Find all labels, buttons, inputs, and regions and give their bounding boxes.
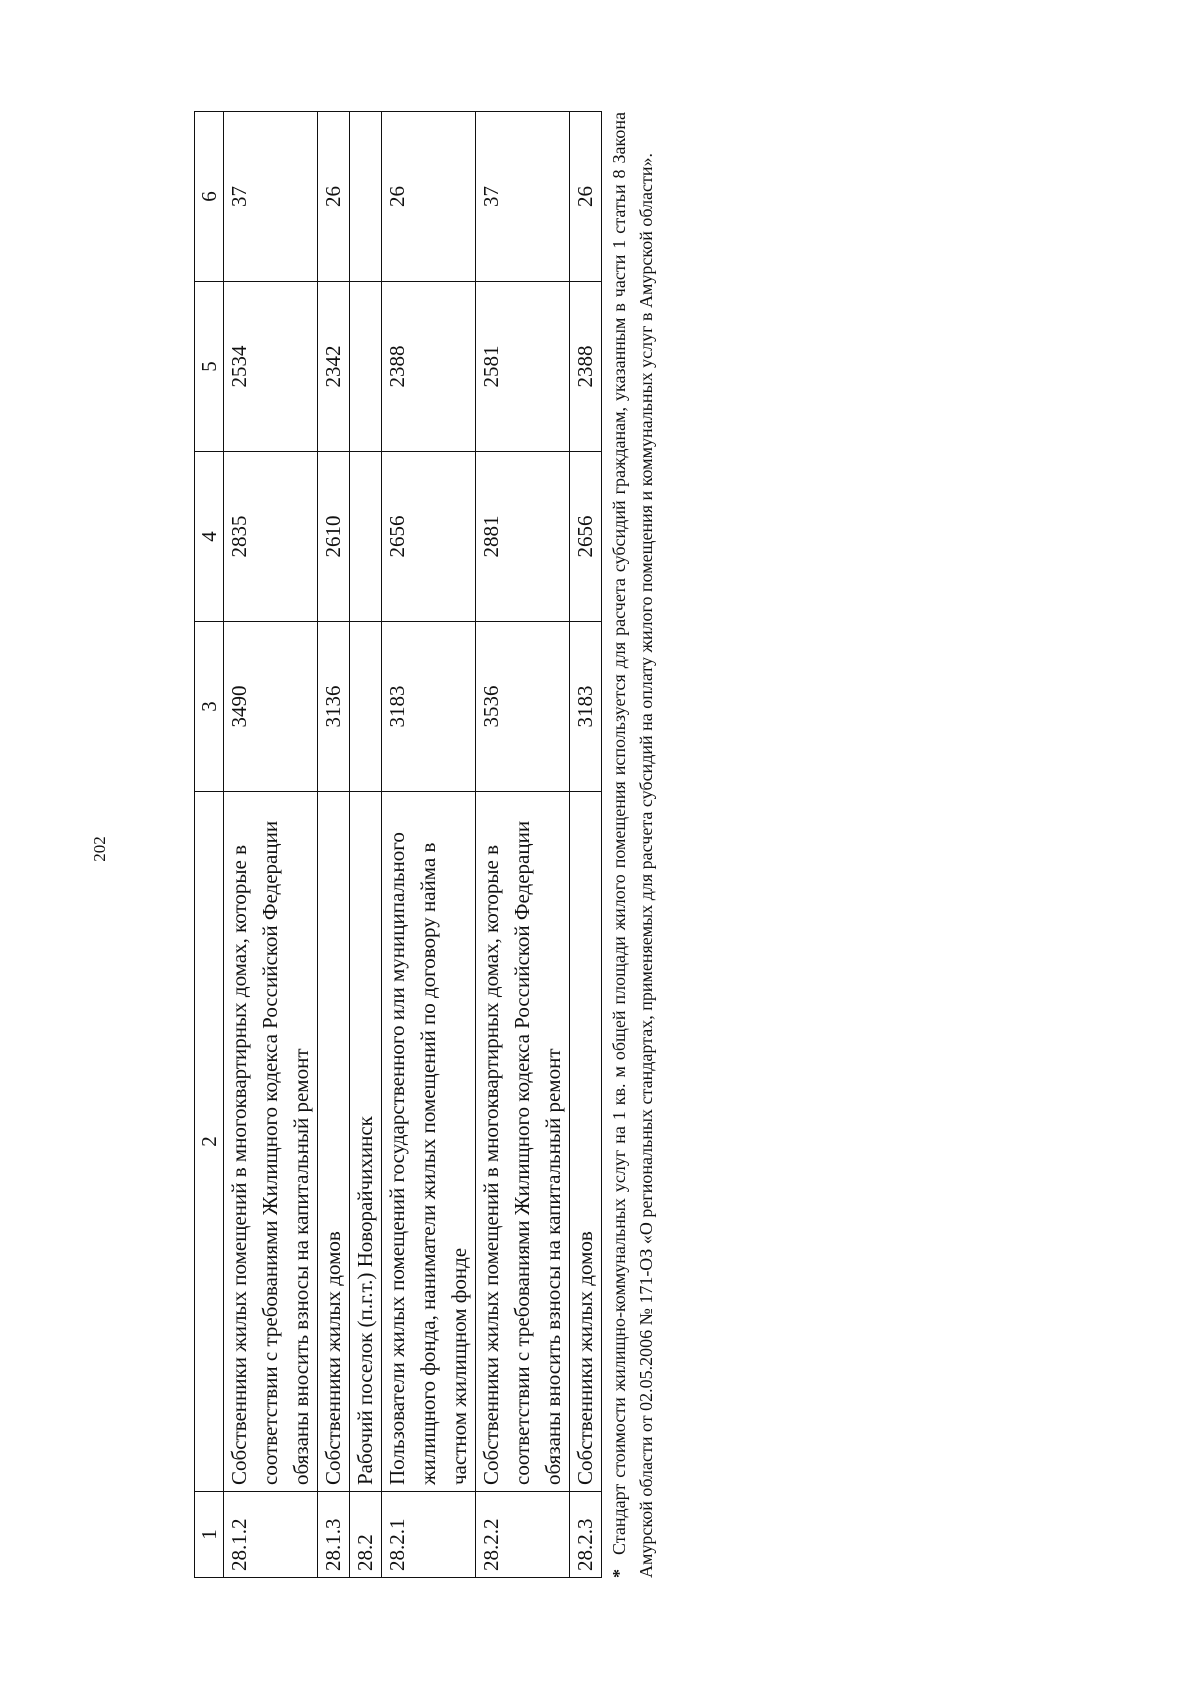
rotated-content <box>194 112 754 1578</box>
row-value-col6: 26 <box>570 112 602 282</box>
row-value-col5 <box>350 282 382 452</box>
column-header: 1 <box>195 1492 224 1578</box>
row-code: 28.2.3 <box>570 1492 602 1578</box>
row-code: 28.2.1 <box>382 1492 476 1578</box>
row-description: Рабочий поселок (п.г.т.) Новорайчихинск <box>350 792 382 1492</box>
column-header: 6 <box>195 112 224 282</box>
row-value-col3: 3183 <box>382 622 476 792</box>
table-row <box>570 112 602 1578</box>
row-value-col3 <box>350 622 382 792</box>
page-number: 202 <box>90 836 109 862</box>
table-row <box>476 112 570 1578</box>
table-row <box>350 112 382 1578</box>
table-row <box>382 112 476 1578</box>
row-value-col5: 2581 <box>476 282 570 452</box>
footnote-text: Стандарт стоимости жилищно-коммунальных услуг на 1 кв. м общей площади жилого помещения используется для расчета субсидий гражданам, указанным в части 1 статьи 8 Закона Амурской области от 02.05.2006 № 171-ОЗ «О региональных стандартах, применяемых для расчета субсидий на оплату жилого помещения и коммунальных услуг в Амурской области». <box>609 112 656 1578</box>
row-code: 28.2.2 <box>476 1492 570 1578</box>
row-value-col6 <box>350 112 382 282</box>
table-row <box>224 112 318 1578</box>
row-description: Собственники жилых домов <box>318 792 350 1492</box>
row-value-col3: 3490 <box>224 622 318 792</box>
row-description: Пользователи жилых помещений государственного или муниципального жилищного фонда, наниматели жилых помещений по договору найма в частном жилищном фонде <box>382 792 476 1492</box>
row-value-col4: 2881 <box>476 452 570 622</box>
column-header: 2 <box>195 792 224 1492</box>
row-description: Собственники жилых помещений в многоквартирных домах, которые в соответствии с требованиями Жилищного кодекса Российской Федерации обязаны вносить взносы на капитальный ремонт <box>224 792 318 1492</box>
row-value-col6: 37 <box>476 112 570 282</box>
row-value-col4: 2835 <box>224 452 318 622</box>
row-value-col4: 2610 <box>318 452 350 622</box>
column-header: 5 <box>195 282 224 452</box>
table-row <box>318 112 350 1578</box>
row-value-col4: 2656 <box>382 452 476 622</box>
row-value-col5: 2342 <box>318 282 350 452</box>
row-code: 28.1.3 <box>318 1492 350 1578</box>
column-header: 3 <box>195 622 224 792</box>
row-value-col3: 3183 <box>570 622 602 792</box>
row-value-col5: 2388 <box>570 282 602 452</box>
row-value-col4: 2656 <box>570 452 602 622</box>
row-value-col3: 3536 <box>476 622 570 792</box>
row-description: Собственники жилых помещений в многоквартирных домах, которые в соответствии с требованиями Жилищного кодекса Российской Федерации обязаны вносить взносы на капитальный ремонт <box>476 792 570 1492</box>
row-value-col6: 26 <box>382 112 476 282</box>
row-value-col5: 2534 <box>224 282 318 452</box>
row-value-col5: 2388 <box>382 282 476 452</box>
row-code: 28.2 <box>350 1492 382 1578</box>
row-value-col3: 3136 <box>318 622 350 792</box>
footnote <box>606 112 660 1578</box>
column-header: 4 <box>195 452 224 622</box>
row-value-col6: 37 <box>224 112 318 282</box>
row-value-col6: 26 <box>318 112 350 282</box>
standards-table <box>194 111 602 1578</box>
row-code: 28.1.2 <box>224 1492 318 1578</box>
row-value-col4 <box>350 452 382 622</box>
table-header-row <box>195 112 224 1578</box>
row-description: Собственники жилых домов <box>570 792 602 1492</box>
footnote-marker: * <box>609 1569 629 1578</box>
